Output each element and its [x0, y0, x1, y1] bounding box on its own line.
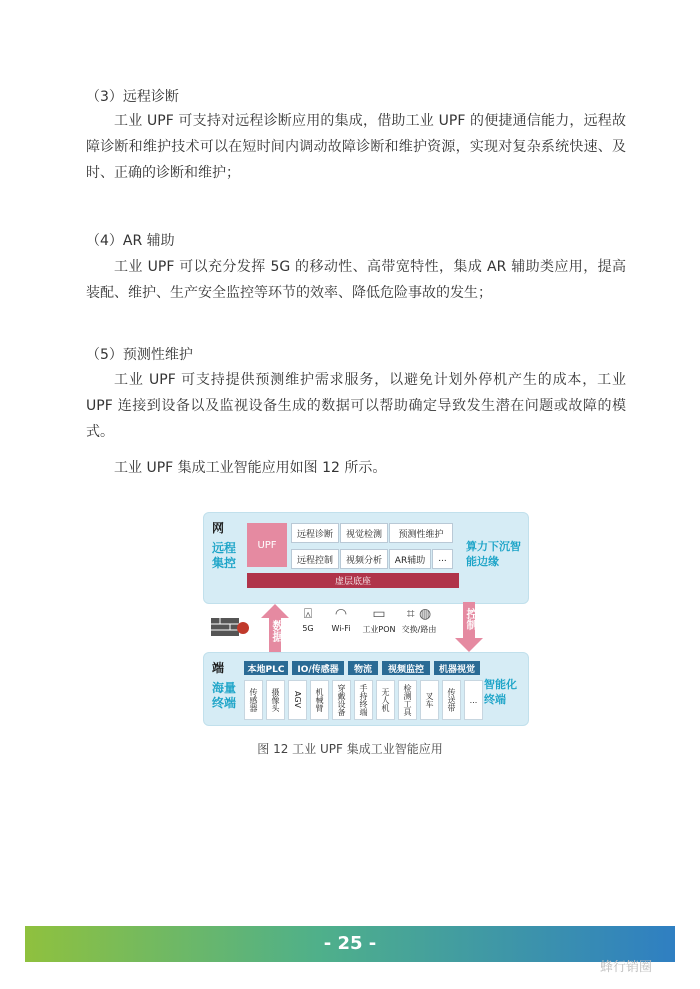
smart-terminal-label: 智能化终端	[484, 678, 517, 706]
section-body-ar-assist: 工业 UPF 可以充分发挥 5G 的移动性、高带宽特性，集成 AR 辅助类应用，提高装配、维护、生产安全监控等环节的效率、降低危险事故的发生；	[86, 259, 626, 301]
terminal-panel	[203, 652, 529, 726]
wifi-icon: ◠	[334, 606, 348, 622]
watermark-text: 蜂行销圈	[600, 960, 653, 975]
category-logistics: 物流	[348, 661, 378, 675]
edge-computing-label: 算力下沉智能边缘	[466, 540, 521, 568]
network-label: 网	[212, 521, 225, 535]
app-remote-diagnosis: 远程诊断	[291, 523, 339, 543]
switch-icon: ⌗ ◍	[406, 606, 432, 622]
app-video-analysis: 视频分析	[340, 549, 388, 569]
network-panel	[203, 512, 529, 604]
section-heading-ar-assist: （4）AR 辅助	[86, 233, 175, 249]
network-switch	[399, 604, 439, 635]
network-5g-label: 5G	[302, 624, 314, 633]
figure-12-diagram	[203, 512, 529, 726]
category-io-sensor: IO/传感器	[292, 661, 344, 675]
page-number: - 25 -	[323, 933, 377, 954]
figure-caption: 图 12 工业 UPF 集成工业智能应用	[257, 742, 443, 756]
data-arrow-label: 数据	[271, 620, 284, 642]
network-wifi-label: Wi-Fi	[331, 624, 351, 633]
firewall-icon	[211, 616, 251, 638]
terminal-label: 端	[212, 661, 225, 675]
upf-box: UPF	[247, 523, 287, 567]
network-wifi	[321, 604, 361, 633]
section-heading-remote-diagnosis: （3）远程诊断	[86, 89, 179, 105]
virtual-base-bar: 虚层底座	[247, 573, 459, 588]
app-visual-inspection: 视觉检测	[340, 523, 388, 543]
control-arrow-label: 控制	[465, 608, 478, 630]
terminal-wearable: 穿戴设备	[332, 680, 351, 720]
app-remote-control: 远程控制	[291, 549, 339, 569]
terminal-inspection-tool: 检测工具	[398, 680, 417, 720]
antenna-icon: ⍓	[303, 606, 313, 622]
remote-control-label: 远程集控	[212, 541, 237, 570]
mass-terminals-label: 海量终端	[212, 681, 237, 710]
section-body-remote-diagnosis: 工业 UPF 可支持对远程诊断应用的集成，借助工业 UPF 的便捷通信能力，远程故障诊断和维护技术可以在短时间内调动故障诊断和维护资源，实现对复杂系统快速、及时、正确的诊断和维护；	[86, 113, 626, 181]
section-body-predictive-maintenance: 工业 UPF 可支持提供预测维护需求服务，以避免计划外停机产生的成本，工业 UPF 连接到设备以及监视设备生成的数据可以帮助确定导致发生潜在问题或故障的模式。	[86, 372, 626, 440]
terminal-camera: 摄像头	[266, 680, 285, 720]
terminal-forklift: 叉车	[420, 680, 439, 720]
terminal-robot-arm: 机械臂	[310, 680, 329, 720]
terminal-sensor: 传感器	[244, 680, 263, 720]
terminal-handheld: 手持终端	[354, 680, 373, 720]
network-pon	[359, 604, 399, 635]
app-ar-assist: AR辅助	[389, 549, 431, 569]
pon-icon: ▭	[372, 606, 386, 622]
figure-intro-text: 工业 UPF 集成工业智能应用如图 12 所示。	[114, 460, 387, 476]
network-pon-label: 工业PON	[362, 625, 396, 634]
section-heading-predictive-maintenance: （5）预测性维护	[86, 347, 193, 363]
category-machine-vision: 机器视觉	[434, 661, 480, 675]
category-video-surveillance: 视频监控	[382, 661, 430, 675]
category-local-plc: 本地PLC	[244, 661, 288, 675]
app-predictive-maintenance: 预测性维护	[389, 523, 453, 543]
terminal-agv: AGV	[288, 680, 307, 720]
network-switch-label: 交换/路由	[401, 625, 437, 634]
terminal-conveyor: 传送带	[442, 680, 461, 720]
app-more: ...	[432, 549, 453, 569]
terminal-drone: 无人机	[376, 680, 395, 720]
terminal-more: ...	[464, 680, 483, 720]
